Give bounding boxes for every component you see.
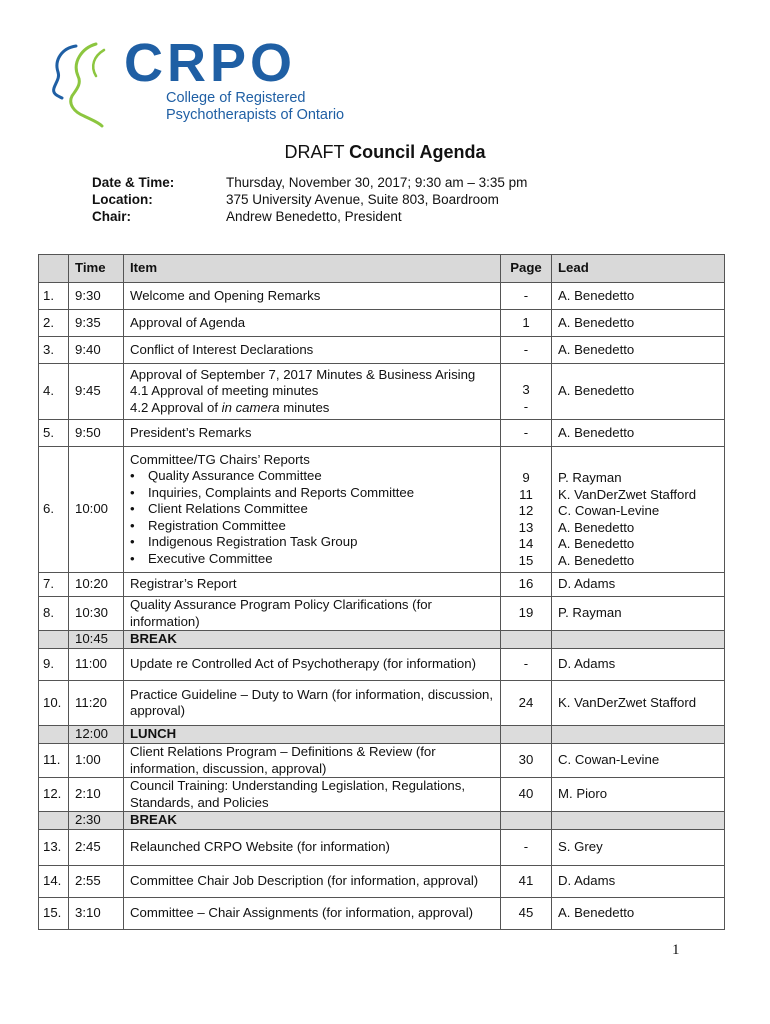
item-italic-text: in camera [221, 399, 280, 415]
table-row [39, 681, 725, 726]
item-number: 6. [39, 447, 69, 573]
item-page [501, 364, 552, 420]
item-page: 41 [501, 866, 552, 898]
table-row [39, 778, 725, 812]
item-page: - [501, 337, 552, 364]
page-value: 12 [518, 503, 534, 518]
table-row [39, 283, 725, 310]
item-lead: A. Benedetto [552, 898, 725, 930]
page-value: 15 [518, 552, 534, 568]
item-page: 24 [501, 681, 552, 726]
page-value: - [523, 398, 529, 414]
break-row [39, 631, 725, 649]
item-page: 1 [501, 310, 552, 337]
page-value: 11 [519, 486, 533, 502]
item-number: 14. [39, 866, 69, 898]
meta-row-date [92, 174, 527, 191]
item-time: 10:45 [69, 631, 124, 649]
item-page: 19 [501, 597, 552, 631]
item-lead: S. Grey [552, 830, 725, 866]
item-time: 10:20 [69, 573, 124, 597]
item-line: Committee/TG Chairs’ Reports [130, 451, 310, 467]
item-title: Council Training: Understanding Legislation, Regulations, Standards, and Policies [124, 778, 501, 812]
list-item: • Indigenous Registration Task Group [148, 534, 494, 551]
item-text: 4.2 Approval of [130, 399, 222, 415]
item-number: 7. [39, 573, 69, 597]
header-num [39, 255, 69, 283]
meta-label: Chair: [92, 209, 132, 224]
page-value: 14 [518, 536, 534, 551]
item-time: 2:45 [69, 830, 124, 866]
item-time: 9:45 [69, 364, 124, 420]
item-lead [552, 447, 725, 573]
table-header-row [39, 255, 725, 283]
item-lead: A. Benedetto [552, 420, 725, 447]
item-time: 10:30 [69, 597, 124, 631]
item-lead: A. Benedetto [552, 364, 725, 420]
item-page: - [501, 649, 552, 681]
item-number: 2. [39, 310, 69, 337]
committee-list [130, 468, 494, 567]
item-title: Committee – Chair Assignments (for information, approval) [124, 898, 501, 930]
item-time: 11:00 [69, 649, 124, 681]
item-title: BREAK [124, 631, 501, 649]
item-time: 11:20 [69, 681, 124, 726]
item-lead: D. Adams [552, 866, 725, 898]
item-number [39, 631, 69, 649]
item-number: 13. [39, 830, 69, 866]
list-item: • Client Relations Committee [148, 501, 494, 518]
item-page: - [501, 830, 552, 866]
item-lead: C. Cowan-Levine [552, 744, 725, 778]
item-title: Conflict of Interest Declarations [124, 337, 501, 364]
table-row [39, 364, 725, 420]
item-time: 2:30 [69, 812, 124, 830]
item-lead: A. Benedetto [552, 310, 725, 337]
item-title: Registrar’s Report [124, 573, 501, 597]
agenda-table [38, 254, 725, 930]
item-number: 12. [39, 778, 69, 812]
item-lead [552, 812, 725, 830]
item-number: 10. [39, 681, 69, 726]
meta-label: Location: [92, 192, 153, 207]
item-page [501, 631, 552, 649]
lead-value: A. Benedetto [558, 552, 635, 568]
item-time: 9:50 [69, 420, 124, 447]
page-value: 13 [518, 519, 534, 535]
item-lead: M. Pioro [552, 778, 725, 812]
page-title [0, 142, 770, 163]
lead-value: C. Cowan-Levine [558, 503, 660, 518]
item-page [501, 726, 552, 744]
logo-subtitle-line2: Psychotherapists of Ontario [166, 107, 345, 123]
item-lead [552, 726, 725, 744]
list-item: • Registration Committee [148, 518, 494, 535]
break-row [39, 812, 725, 830]
item-line: 4.1 Approval of meeting minutes [130, 383, 319, 399]
table-row [39, 898, 725, 930]
item-title: Committee Chair Job Description (for information, approval) [124, 866, 501, 898]
item-title [124, 447, 501, 573]
table-row [39, 830, 725, 866]
item-page [501, 812, 552, 830]
item-number: 11. [39, 744, 69, 778]
item-time: 2:10 [69, 778, 124, 812]
item-number: 5. [39, 420, 69, 447]
item-time: 3:10 [69, 898, 124, 930]
item-number: 15. [39, 898, 69, 930]
item-page: - [501, 420, 552, 447]
meeting-details [92, 174, 527, 225]
item-lead: D. Adams [552, 573, 725, 597]
item-title [124, 364, 501, 420]
meta-value: Andrew Benedetto, President [226, 209, 402, 224]
item-number [39, 726, 69, 744]
meta-row-location [92, 191, 527, 208]
item-title: Update re Controlled Act of Psychotherapy (for information) [124, 649, 501, 681]
lunch-row [39, 726, 725, 744]
lead-value: A. Benedetto [558, 536, 635, 551]
item-page: 40 [501, 778, 552, 812]
meta-value: Thursday, November 30, 2017; 9:30 am – 3:35 pm [226, 175, 528, 190]
lead-value: A. Benedetto [558, 519, 635, 535]
item-title: Practice Guideline – Duty to Warn (for information, discussion, approval) [124, 681, 501, 726]
item-page: 30 [501, 744, 552, 778]
table-row [39, 420, 725, 447]
table-row [39, 447, 725, 573]
header-time: Time [69, 255, 124, 283]
item-title: Relaunched CRPO Website (for information) [124, 830, 501, 866]
item-title: Quality Assurance Program Policy Clarifications (for information) [124, 597, 501, 631]
head-silhouette-icon [48, 38, 128, 130]
table-row [39, 866, 725, 898]
item-page: 45 [501, 898, 552, 930]
item-title: President’s Remarks [124, 420, 501, 447]
lead-value: K. VanDerZwet Stafford [558, 486, 697, 502]
table-row [39, 597, 725, 631]
lead-value: P. Rayman [558, 470, 622, 485]
item-text: minutes [279, 399, 330, 415]
item-time: 9:40 [69, 337, 124, 364]
item-number: 4. [39, 364, 69, 420]
logo-wordmark: CRPO [124, 33, 297, 93]
item-time: 1:00 [69, 744, 124, 778]
meta-value: 375 University Avenue, Suite 803, Boardroom [226, 192, 499, 207]
list-item: • Quality Assurance Committee [148, 468, 494, 485]
item-time: 10:00 [69, 447, 124, 573]
item-line: Approval of September 7, 2017 Minutes & Business Arising [130, 366, 476, 382]
item-page: - [501, 283, 552, 310]
page-value: 9 [522, 470, 530, 485]
title-main: Council Agenda [349, 142, 486, 162]
header-item: Item [124, 255, 501, 283]
item-number: 9. [39, 649, 69, 681]
table-row [39, 337, 725, 364]
item-lead [552, 631, 725, 649]
item-number: 3. [39, 337, 69, 364]
item-line [130, 400, 494, 417]
item-time: 9:35 [69, 310, 124, 337]
item-number [39, 812, 69, 830]
item-number: 8. [39, 597, 69, 631]
title-prefix: DRAFT [284, 142, 350, 162]
item-lead: A. Benedetto [552, 283, 725, 310]
item-title: Client Relations Program – Definitions & Review (for information, discussion, approval) [124, 744, 501, 778]
table-row [39, 649, 725, 681]
item-page: 16 [501, 573, 552, 597]
meta-label: Date & Time: [92, 175, 175, 190]
item-lead: K. VanDerZwet Stafford [552, 681, 725, 726]
table-row [39, 744, 725, 778]
item-lead: D. Adams [552, 649, 725, 681]
crpo-logo [48, 33, 345, 130]
list-item: • Executive Committee [148, 551, 494, 568]
header-page: Page [501, 255, 552, 283]
page-value: 3 [522, 382, 530, 397]
header-lead: Lead [552, 255, 725, 283]
page-number: 1 [672, 942, 680, 958]
item-title: LUNCH [124, 726, 501, 744]
item-time: 9:30 [69, 283, 124, 310]
item-time: 12:00 [69, 726, 124, 744]
item-number: 1. [39, 283, 69, 310]
meta-row-chair [92, 208, 527, 225]
logo-subtitle-line1: College of Registered [166, 90, 306, 106]
item-title: Welcome and Opening Remarks [124, 283, 501, 310]
item-page [501, 447, 552, 573]
item-lead: A. Benedetto [552, 337, 725, 364]
table-row [39, 310, 725, 337]
item-title: BREAK [124, 812, 501, 830]
item-lead: P. Rayman [552, 597, 725, 631]
item-time: 2:55 [69, 866, 124, 898]
list-item: • Inquiries, Complaints and Reports Committee [148, 485, 494, 502]
table-row [39, 573, 725, 597]
item-title: Approval of Agenda [124, 310, 501, 337]
